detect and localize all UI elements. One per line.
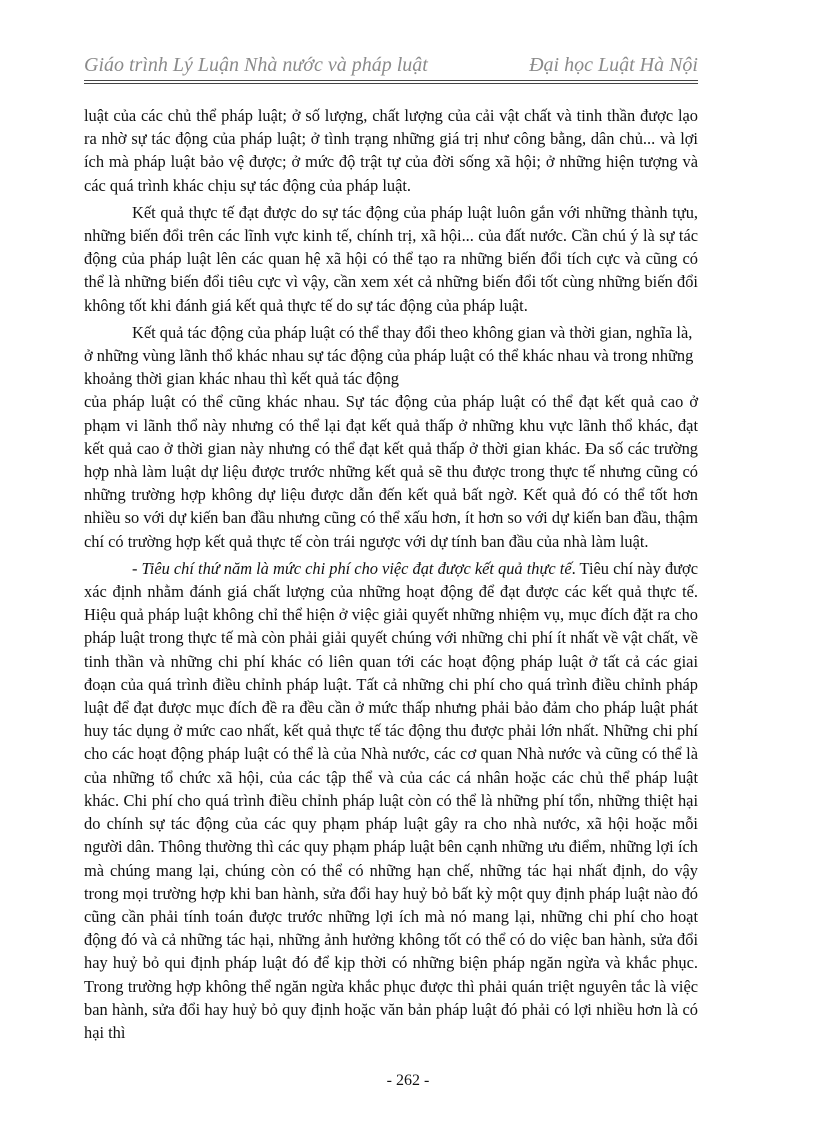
paragraph-3-part-1: Kết quả tác động của pháp luật có thể thay đổi theo không gian và thời gian, nghĩa là, ở những vùng lãnh thổ khác nhau sự tác động của pháp luật có thể khác nhau và trong những khoảng thời gian khác nhau thì kết quả tác động: [84, 322, 694, 389]
paragraph-2: Kết quả thực tế đạt được do sự tác động của pháp luật luôn gắn với những thành tựu, những biến đổi trên các lĩnh vực kinh tế, chính trị, xã hội... của đất nước. Cần chú ý là sự tác động của pháp luật lên các quan hệ xã hội có thể tạo ra những biến đổi tích cực và cũng có thể là những biến đổi tiêu cực vì vậy, cần xem xét cả những biến đổi tốt cùng những biến đổi không tốt khi đánh giá kết quả thực tế do sự tác động của pháp luật.: [84, 202, 698, 315]
page-body: [84, 104, 698, 1048]
header-institution: Đại học Luật Hà Nội: [529, 54, 698, 76]
paragraph-3-part-2: của pháp luật có thể cũng khác nhau. Sự tác động của pháp luật có thể đạt kết quả cao ở phạm vi lãnh thổ này nhưng có thể lại đạt kết quả thấp ở những khu vực lãnh thổ khác, đạt kết quả cao ở thời gian này nhưng có thể đạt kết quả thấp ở thời gian khác. Đa số các trường hợp nhà làm luật dự liệu được trước những kết quả sẽ thu được trong thực tế nhưng cũng có những trường hợp không dự liệu được dẫn đến kết quả bất ngờ. Kết quả đó có thể tốt hơn nhiều so với dự kiến ban đầu nhưng cũng có thể xấu hơn, ít hơn so với dự kiến ban đầu, thậm chí có trường hợp kết quả thực tế còn trái ngược với dự tính ban đầu của nhà làm luật.: [84, 392, 698, 551]
paragraph-1: luật của các chủ thể pháp luật; ở số lượng, chất lượng của cải vật chất và tinh thần được lạo ra nhờ sự tác động của pháp luật; ở tình trạng những giá trị như công bằng, dân chủ... và lợi ích mà pháp luật bảo vệ được; ở mức độ trật tự của đời sống xã hội; ở những hiện tượng và các quá trình khác chịu sự tác động của pháp luật.: [84, 106, 698, 195]
criterion-five-heading: - Tiêu chí thứ năm là mức chi phí cho việc đạt được kết quả thực tế: [132, 558, 572, 578]
page-number: - 262 -: [386, 1072, 430, 1089]
header-divider: [84, 80, 698, 84]
paragraph-4: [84, 557, 698, 1044]
running-header: [84, 52, 698, 82]
paragraph-4-text: . Tiêu chí này được xác định nhằm đánh giá chất lượng của những hoạt động để đạt được các kết quả thực tế. Hiệu quả pháp luật không chỉ thể hiện ở việc giải quyết những nhiệm vụ, mục đích đặt ra cho pháp luật trong thực tế mà còn phải giải quyết chúng với những chi phí ít nhất về vật chất, về tinh thần và những chi phí khác có liên quan tới các hoạt động pháp luật ở tất cả các giai đoạn của quá trình điều chỉnh pháp luật. Tất cả những chi phí cho quá trình điều chỉnh pháp luật để đạt được mục đích đề ra đều cần ở mức thấp nhưng phải bảo đảm cho pháp luật phát huy tác dụng ở mức cao nhất, kết quả thực tế tác động thu được phải lớn nhất. Những chi phí cho các hoạt động pháp luật có thể là của Nhà nước, các cơ quan Nhà nước và cũng có thể là của những tổ chức xã hội, của các tập thể và của các cá nhân hoặc các chủ thể pháp luật khác. Chi phí cho quá trình điều chỉnh pháp luật còn có thể là những phí tổn, những thiệt hại do chính sự tác động của các quy phạm pháp luật gây ra cho nhà nước, xã hội hoặc mỗi người dân. Thông thường thì các quy phạm pháp luật bên cạnh những ưu điểm, những lợi ích mà chúng mang lại, chúng còn có thể có những hạn chế, những tác hại nhất định, do vậy trong mọi trường hợp khi ban hành, sửa đổi hay huỷ bỏ bất kỳ một quy định pháp luật nào đó cũng cần phải tính toán được trước những lợi ích mà nó mang lại, những chi phí cho hoạt động đó và cả những tác hại, những ảnh hưởng không tốt có thể có do việc ban hành, sửa đổi hay huỷ bỏ qui định pháp luật đó để kịp thời có những biện pháp ngăn ngừa và khắc phục. Trong trường hợp không thể ngăn ngừa khắc phục được thì phải quán triệt nguyên tắc là việc ban hành, sửa đổi hay huỷ bỏ quy định hoặc văn bản pháp luật đó phải có lợi nhiều hơn là có hại thì: [84, 558, 698, 1042]
header-book-title: Giáo trình Lý Luận Nhà nước và pháp luật: [84, 54, 428, 76]
